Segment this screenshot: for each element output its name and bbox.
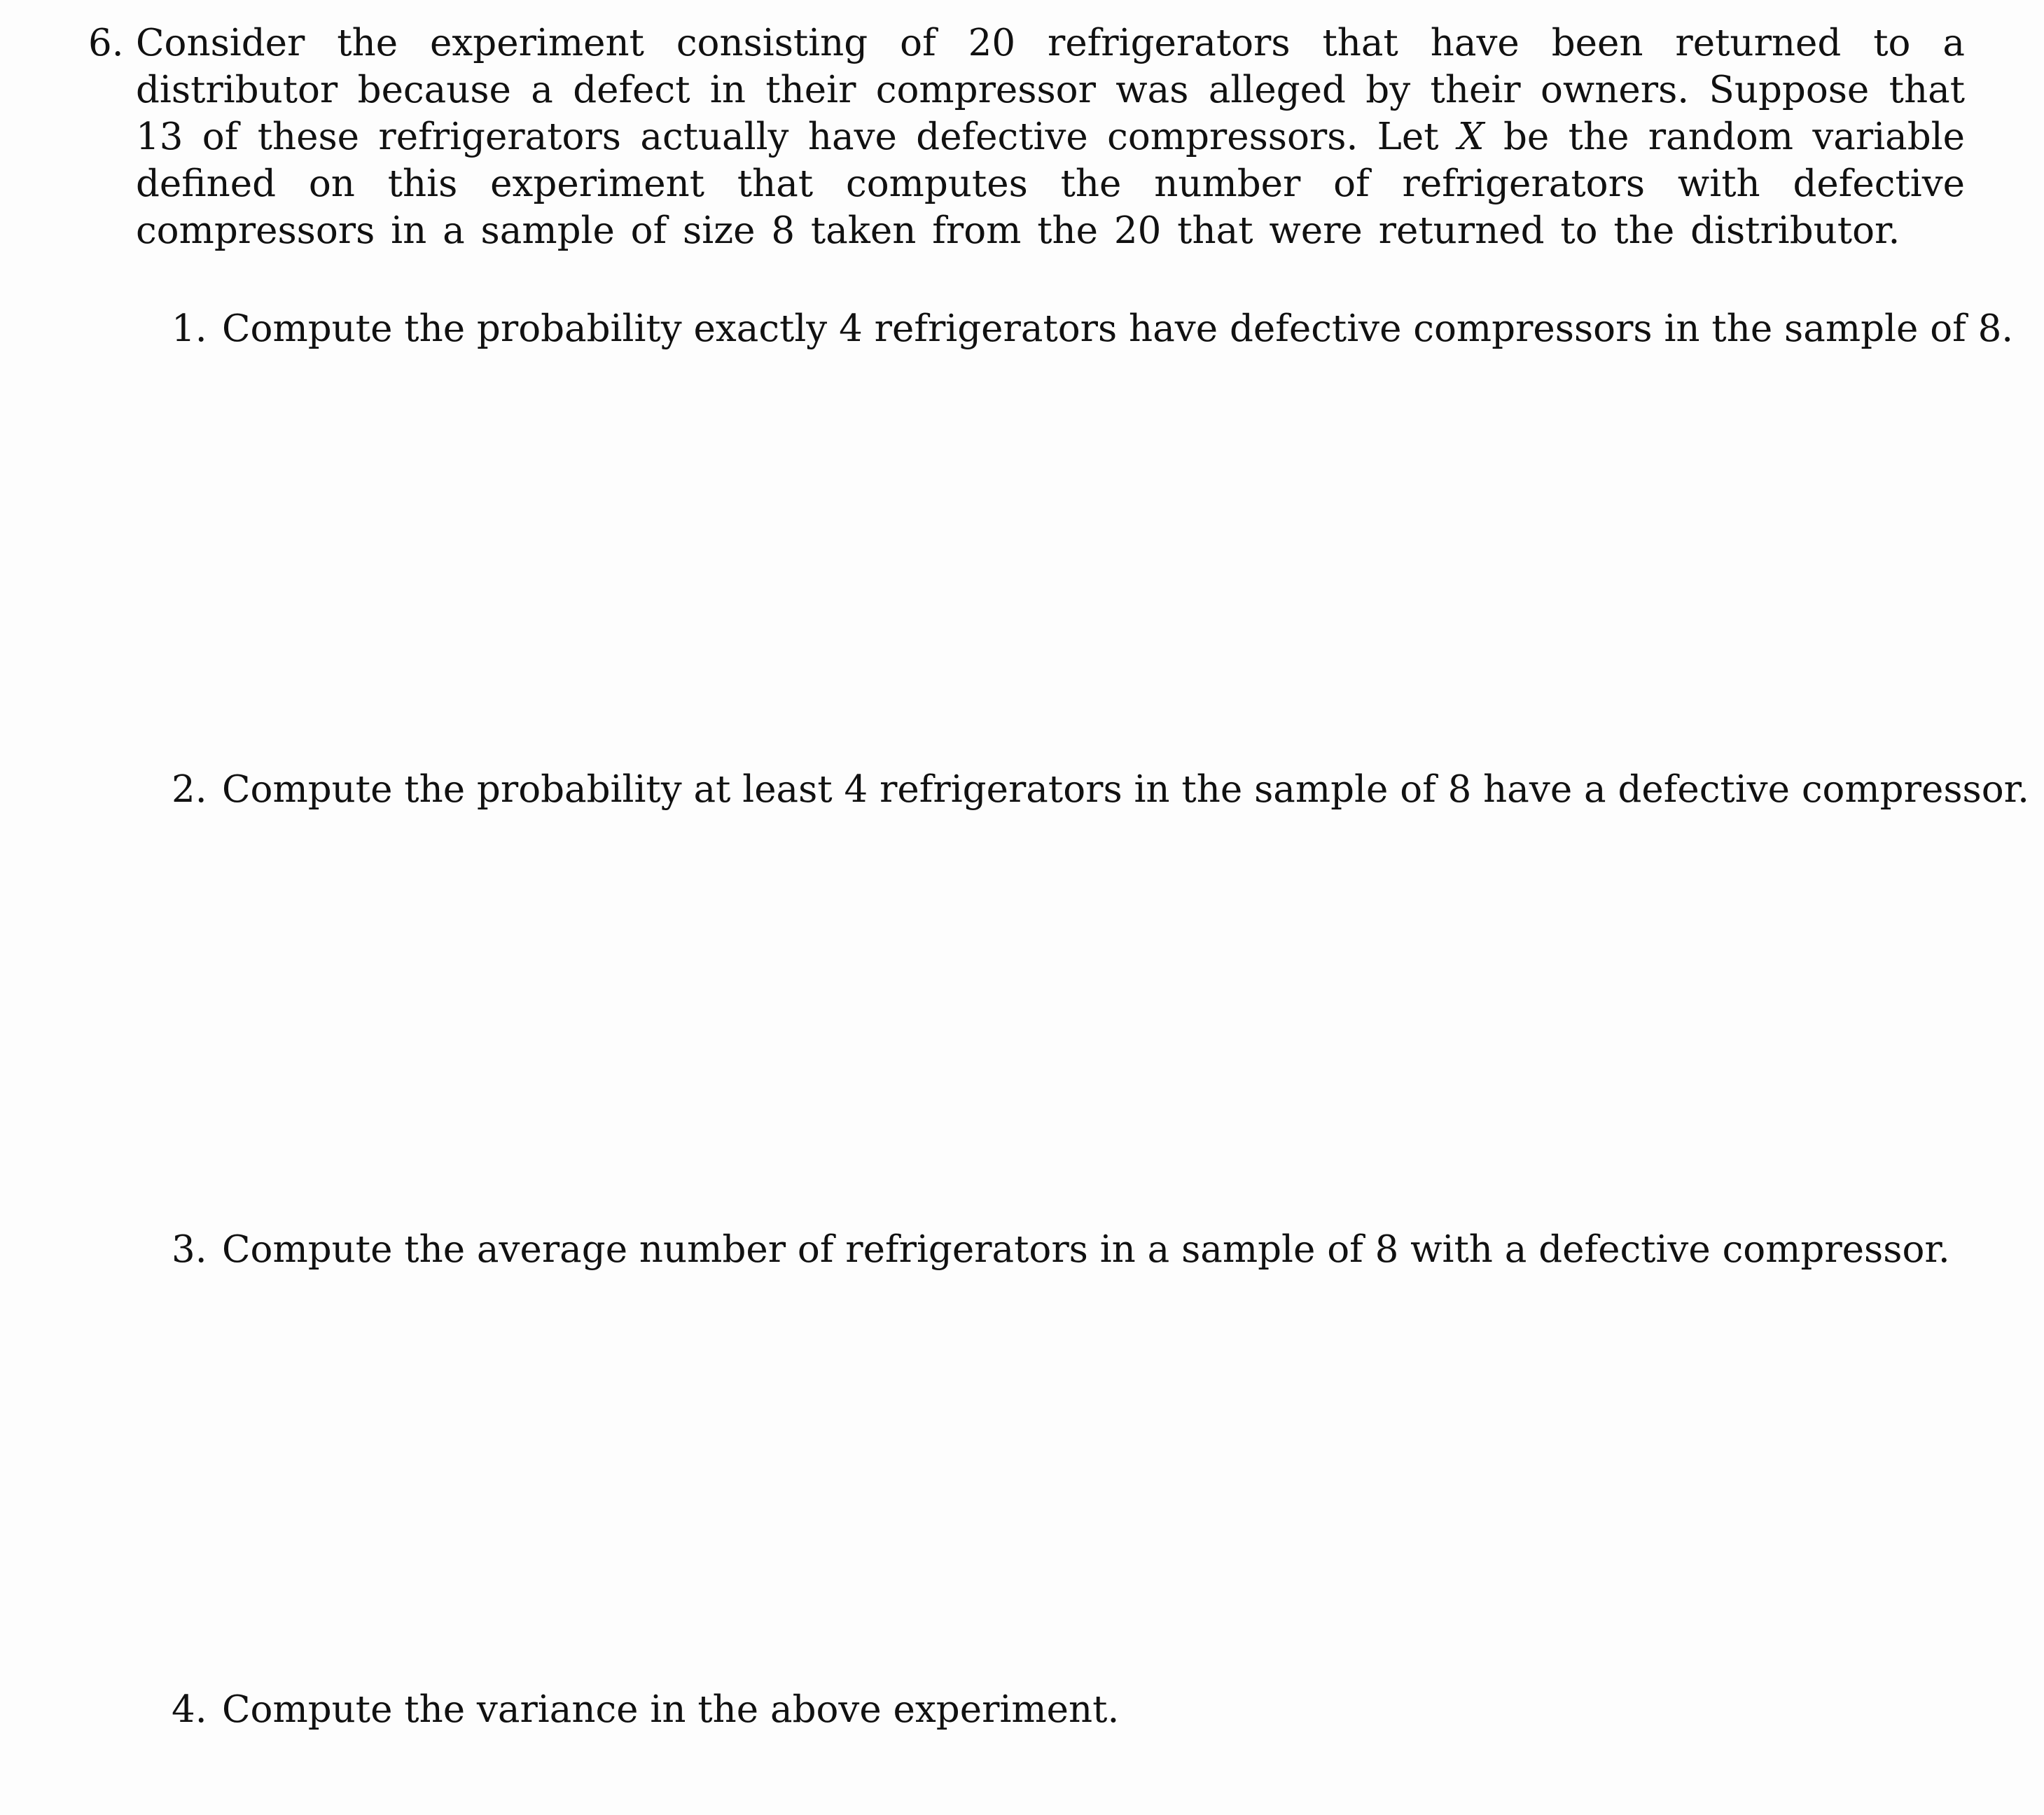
problem-text-part-1: Consider the experiment consisting of 20 refrigerators that have been returned to a distributor because a defect in their compressor was alleged by their owners. Suppose that 13 of these refrigerators actually have defective compressors. Let <box>136 22 1965 158</box>
subpart-text: Compute the probability at least 4 refrigerators in the sample of 8 have a defective compressor. <box>222 768 2029 811</box>
problem-text-part-2: be the random variable defined on this experiment that computes the number of refrigerators with defective compressors in a sample of size 8 taken from the 20 that were returned to the distributor. <box>136 116 1965 252</box>
problem-number: 6. <box>88 22 124 64</box>
random-variable-symbol: X <box>1457 116 1485 158</box>
subpart-text: Compute the variance in the above experiment. <box>222 1688 1120 1731</box>
problem-statement <box>136 20 1965 254</box>
subpart-3 <box>172 1226 1964 1273</box>
subpart-4 <box>172 1686 1964 1733</box>
problem-6 <box>88 20 1965 254</box>
subpart-2 <box>172 766 2029 813</box>
subpart-number: 4. <box>172 1688 207 1731</box>
subpart-text: Compute the average number of refrigerators in a sample of 8 with a defective compressor. <box>222 1228 1950 1271</box>
subpart-number: 3. <box>172 1228 207 1271</box>
subpart-number: 1. <box>172 307 207 350</box>
subpart-1 <box>172 305 2014 352</box>
subpart-text: Compute the probability exactly 4 refrigerators have defective compressors in the sample of 8. <box>222 307 2014 350</box>
subpart-number: 2. <box>172 768 207 811</box>
